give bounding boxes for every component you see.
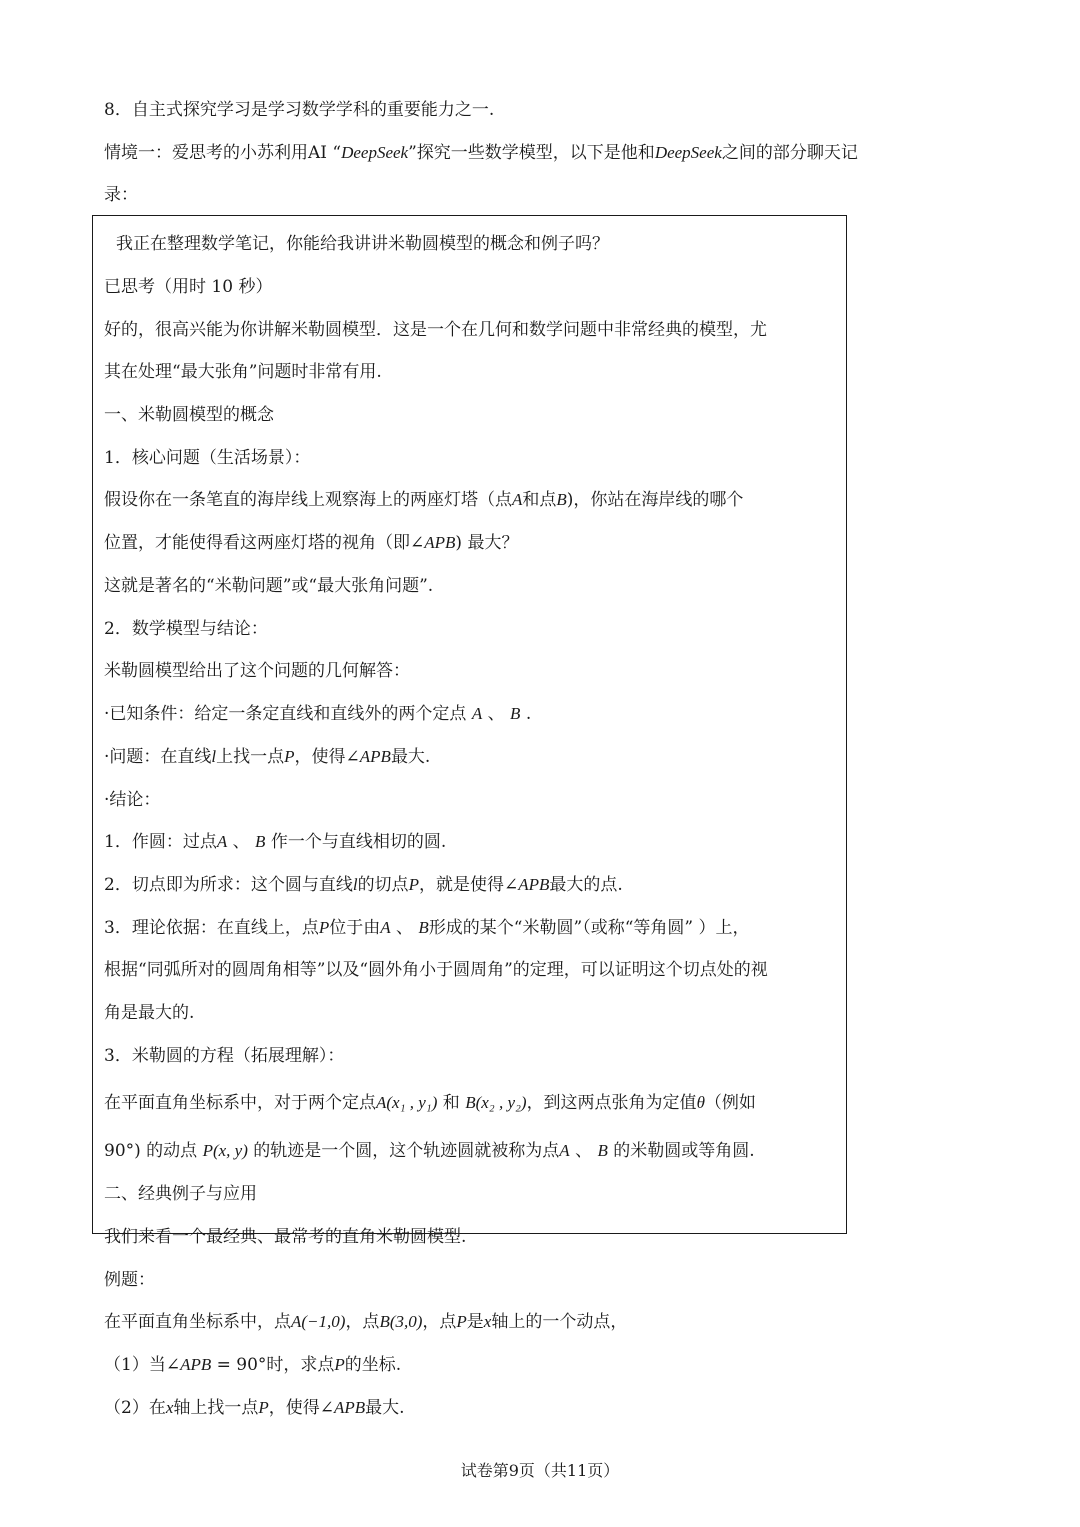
- point-b: B: [510, 704, 521, 723]
- angle-apb: APB: [518, 875, 550, 894]
- subsection-heading: [104, 1044, 344, 1068]
- text: ·问题：在直线: [104, 747, 212, 767]
- conclusion-item: [104, 958, 768, 982]
- text: ，点: [345, 1312, 380, 1332]
- text: 位于由: [329, 918, 381, 938]
- text: 的米勒圆或等角圆.: [613, 1141, 755, 1161]
- scenario-line: [104, 141, 858, 165]
- text: 角是最大的.: [104, 1003, 195, 1023]
- heading-text: 1．核心问题（生活场景）：: [104, 448, 311, 468]
- text: ，点: [422, 1312, 457, 1332]
- point-b-coords: (x₂ , y₂): [475, 1093, 527, 1112]
- scenario-paragraph: [104, 488, 743, 512]
- text: 假设你在一条笔直的海岸线上观察海上的两座灯塔（点: [104, 490, 512, 510]
- text: 位置，才能使得看这两座灯塔的视角（即∠: [104, 533, 425, 553]
- scenario-paragraph: [104, 574, 433, 598]
- text: ) 最大？: [455, 533, 519, 553]
- section-heading: [104, 403, 274, 427]
- example-label: [104, 1268, 155, 1292]
- scenario-line-end: [104, 183, 138, 207]
- text: ·已知条件：给定一条定直线和直线外的两个定点: [104, 704, 467, 724]
- text: 我们来看一个最经典、最常考的直角米勒圆模型.: [104, 1227, 467, 1247]
- text: 、: [487, 704, 505, 724]
- deepseek-term: DeepSeek: [341, 143, 409, 162]
- point-a: A: [376, 1093, 387, 1112]
- text: 米勒圆模型给出了这个问题的几何解答：: [104, 661, 410, 681]
- text: 的轨迹是一个圆，这个轨迹圆就被称为点: [253, 1141, 560, 1161]
- line-l: l: [211, 747, 217, 766]
- question-number-line: [104, 98, 494, 122]
- section-heading: [104, 1182, 257, 1206]
- point-a: A: [380, 918, 391, 937]
- text: 上找一点: [216, 747, 285, 767]
- text: 1．作圆：过点: [104, 832, 217, 852]
- text: 在平面直角坐标系中，点: [104, 1312, 291, 1332]
- point-p: P: [202, 1141, 213, 1160]
- angle-apb: APB: [424, 533, 456, 552]
- angle-apb: APB: [180, 1355, 212, 1374]
- text: 最大的点.: [549, 875, 623, 895]
- text: ，使得∠: [268, 1398, 335, 1418]
- point-p: P: [258, 1398, 269, 1417]
- point-a: A: [291, 1312, 302, 1331]
- scenario-paragraph: [104, 531, 518, 555]
- point-b: B: [556, 490, 567, 509]
- answer-paragraph: [104, 360, 382, 384]
- answer-text: 其在处理“最大张角”问题时非常有用.: [104, 362, 382, 382]
- text: 作一个与直线相切的圆.: [270, 832, 447, 852]
- thinking-status: [104, 275, 272, 299]
- model-paragraph: [104, 659, 410, 683]
- point-a-coords: (x₁ , y₁): [386, 1093, 438, 1112]
- answer-text: 好的，很高兴能为你讲解米勒圆模型．这是一个在几何和数学问题中非常经典的模型，尤: [104, 320, 767, 340]
- text: 3．理论依据：在直线上，点: [104, 918, 319, 938]
- text: 这就是著名的“米勒问题”或“最大张角问题”.: [104, 576, 434, 596]
- text: 2．切点即为所求：这个圆与直线: [104, 875, 353, 895]
- text: )，你站在海岸线的哪个: [566, 490, 744, 510]
- text: ·结论：: [104, 790, 161, 810]
- text: 根据“同弧所对的圆周角相等”以及“圆外角小于圆周角”的定理，可以证明这个切点处的视: [104, 960, 768, 980]
- angle-apb: APB: [359, 747, 391, 766]
- conclusion-item: [104, 830, 446, 854]
- point-b-coords: (3,0): [389, 1312, 423, 1331]
- text: 、: [575, 1141, 593, 1161]
- point-b: B: [465, 1093, 476, 1112]
- point-a: A: [559, 1141, 570, 1160]
- text: （例如: [704, 1093, 756, 1113]
- point-b: B: [597, 1141, 608, 1160]
- text: = 90°时，求点: [211, 1355, 335, 1375]
- line-l: l: [352, 875, 358, 894]
- text: 最大.: [365, 1398, 405, 1418]
- scenario-text: ”探究一些数学模型，以下是他和: [408, 143, 655, 163]
- page-number: 试卷第9页（共11页）: [460, 1461, 620, 1480]
- sub-question-1: [104, 1353, 401, 1377]
- answer-paragraph: [104, 318, 767, 342]
- problem-statement: [104, 745, 430, 769]
- conclusion-item: [104, 1001, 194, 1025]
- text: 例题：: [104, 1270, 155, 1290]
- text: ，使得∠: [294, 747, 360, 767]
- conclusion-item: [104, 873, 623, 897]
- point-b: B: [379, 1312, 390, 1331]
- heading-text: 一、米勒圆模型的概念: [104, 405, 274, 425]
- text: 和: [442, 1093, 460, 1113]
- known-condition: [104, 702, 531, 726]
- user-message: [116, 232, 609, 256]
- x-axis-var: x: [165, 1398, 174, 1417]
- text: （2）在: [104, 1398, 166, 1418]
- heading-text: 2．数学模型与结论：: [104, 619, 268, 639]
- deepseek-term: DeepSeek: [654, 143, 722, 162]
- text: 轴上找一点: [173, 1398, 259, 1418]
- example-statement: [104, 1310, 627, 1334]
- sub-question-2: [104, 1396, 405, 1420]
- conclusion-item: [104, 916, 749, 940]
- heading-text: 二、经典例子与应用: [104, 1184, 257, 1204]
- text: 是: [466, 1312, 484, 1332]
- question-stem: 8．自主式探究学习是学习数学学科的重要能力之一.: [104, 100, 495, 120]
- text: .: [525, 704, 532, 724]
- scenario-text: 情境一：爱思考的小苏利用AI “: [104, 143, 342, 163]
- scenario-text: 之间的部分聊天记: [721, 143, 858, 163]
- text: 的切点: [357, 875, 409, 895]
- point-p: P: [284, 747, 295, 766]
- text: 、: [232, 832, 250, 852]
- point-p: P: [408, 875, 419, 894]
- text: 形成的某个“米勒圆”（或称“等角圆” ）上，: [428, 918, 750, 938]
- point-a-coords: (−1,0): [301, 1312, 346, 1331]
- equation-paragraph: [104, 1091, 756, 1115]
- point-a: A: [512, 490, 523, 509]
- user-question: 我正在整理数学笔记，你能给我讲讲米勒圆模型的概念和例子吗？: [116, 234, 609, 254]
- point-a: A: [216, 832, 228, 851]
- point-p: P: [334, 1355, 345, 1374]
- scenario-text: 录：: [104, 185, 138, 205]
- text: 和点: [522, 490, 557, 510]
- text: ，就是使得∠: [418, 875, 519, 895]
- point-p: P: [318, 918, 330, 937]
- text: 90°) 的动点: [104, 1141, 198, 1161]
- subsection-heading: [104, 446, 310, 470]
- point-p: P: [456, 1312, 467, 1331]
- text: 在平面直角坐标系中，对于两个定点: [104, 1093, 376, 1113]
- text: ，到这两点张角为定值: [526, 1093, 697, 1113]
- x-axis-var: x: [483, 1312, 492, 1331]
- text: 的坐标.: [344, 1355, 402, 1375]
- point-b: B: [255, 832, 266, 851]
- equation-paragraph: [104, 1139, 755, 1163]
- point-b: B: [418, 918, 429, 937]
- angle-theta: θ: [696, 1093, 705, 1112]
- heading-text: 3．米勒圆的方程（拓展理解）：: [104, 1046, 345, 1066]
- point-a: A: [471, 704, 483, 723]
- conclusion-label: [104, 788, 160, 812]
- page-footer: [0, 1458, 1080, 1481]
- angle-apb: APB: [334, 1398, 366, 1417]
- text: （1）当∠: [104, 1355, 181, 1375]
- thinking-time: 已思考（用时 10 秒）: [104, 277, 273, 297]
- subsection-heading: [104, 617, 268, 641]
- text: 最大.: [390, 747, 431, 767]
- text: 轴上的一个动点，: [491, 1312, 628, 1332]
- example-intro: [104, 1225, 466, 1249]
- text: 、: [396, 918, 414, 938]
- point-p-coords: (x, y): [212, 1141, 248, 1160]
